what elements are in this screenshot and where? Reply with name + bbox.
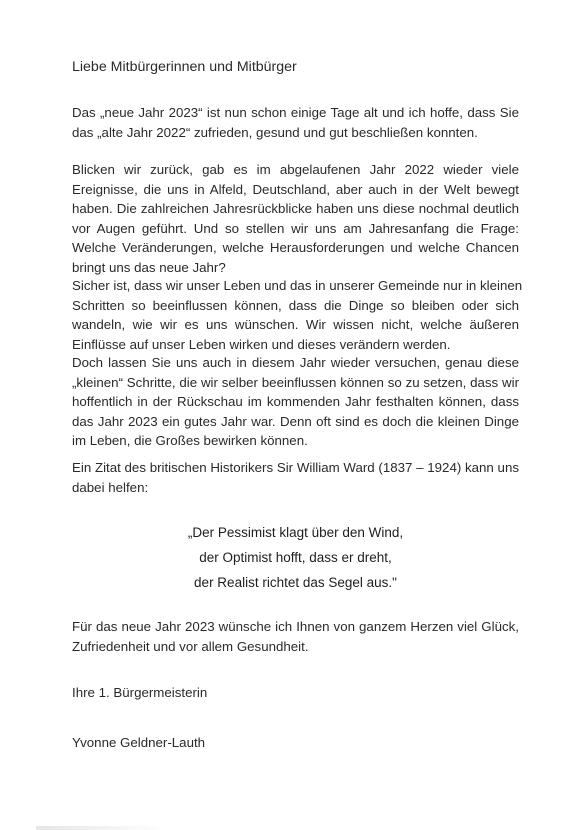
page-bottom-edge [36, 826, 166, 830]
william-ward-quote [72, 520, 519, 595]
paragraph-line: Zufriedenheit und vor allem Gesundheit. [72, 638, 309, 654]
paragraph-wishes [72, 617, 519, 656]
paragraph-line: Blicken wir zurück, gab es im abgelaufenen Jahr 2022 wieder viele [72, 162, 519, 177]
paragraph-line: das „alte Jahr 2022“ zufrieden, gesund und gut beschließen konnten. [72, 124, 478, 140]
paragraph-line: Ein Zitat des britischen Historikers Sir William Ward (1837 – 1924) kann uns [72, 460, 519, 475]
paragraph-line: im Leben, die Großes bewirken können. [72, 433, 308, 449]
paragraph-line: bringt uns das neue Jahr? [72, 259, 226, 275]
paragraph-small-steps [72, 353, 519, 451]
signature-name: Yvonne Geldner-Lauth [72, 735, 206, 750]
paragraph-new-year [72, 103, 519, 142]
paragraph-certainty [72, 276, 523, 354]
paragraph-line: Welche Veränderungen, welche Herausforderungen und welche Chancen [72, 240, 519, 256]
paragraph-line: „kleinen“ Schritte, die wir selber beeinflussen können so zu setzen, dass wir [72, 374, 519, 390]
letter-greeting: Liebe Mitbürgerinnen und Mitbürger [72, 59, 297, 75]
paragraph-line: Ereignisse, die uns in Alfeld, Deutschland, aber auch in der Welt bewegt [72, 181, 519, 197]
paragraph-line: vor Augen geführt. Und so stellen wir uns am Jahresanfang die Frage: [72, 220, 519, 236]
paragraph-line: Einflüsse auf unser Leben wirken und dieses verändern werden. [72, 336, 451, 352]
paragraph-line: Das „neue Jahr 2023“ ist nun schon einige Tage alt und ich hoffe, dass Sie [72, 105, 519, 120]
paragraph-line: Sicher ist, dass wir unser Leben und das in unserer Gemeinde nur in kleinen [72, 278, 523, 293]
paragraph-line: wandeln, wie wir es uns wünschen. Wir wissen nicht, welche äußeren [72, 317, 519, 333]
paragraph-line: Für das neue Jahr 2023 wünsche ich Ihnen von ganzem Herzen viel Glück, [72, 619, 519, 634]
paragraph-line: Doch lassen Sie uns auch in diesem Jahr wieder versuchen, genau diese [72, 355, 519, 370]
letter-signoff: Ihre 1. Bürgermeisterin [72, 685, 208, 700]
paragraph-quote-intro [72, 458, 519, 497]
paragraph-line: Schritten so beeinflussen können, dass die Dinge so bleiben oder sich [72, 297, 519, 313]
paragraph-line: das Jahr 2023 ein gutes Jahr war. Denn oft sind es doch die kleinen Dinge [72, 413, 519, 429]
quote-line: „Der Pessimist klagt über den Wind, [187, 525, 404, 540]
quote-line: der Optimist hofft, dass er dreht, [199, 550, 392, 565]
paragraph-line: hoffentlich in der Rückschau im kommenden Jahr festhalten können, dass [72, 394, 519, 410]
paragraph-look-back [72, 160, 519, 278]
paragraph-line: haben. Die zahlreichen Jahresrückblicke haben uns diese nochmal deutlich [72, 201, 519, 217]
paragraph-line: dabei helfen: [72, 479, 149, 495]
quote-line: der Realist richtet das Segel aus." [194, 575, 397, 590]
